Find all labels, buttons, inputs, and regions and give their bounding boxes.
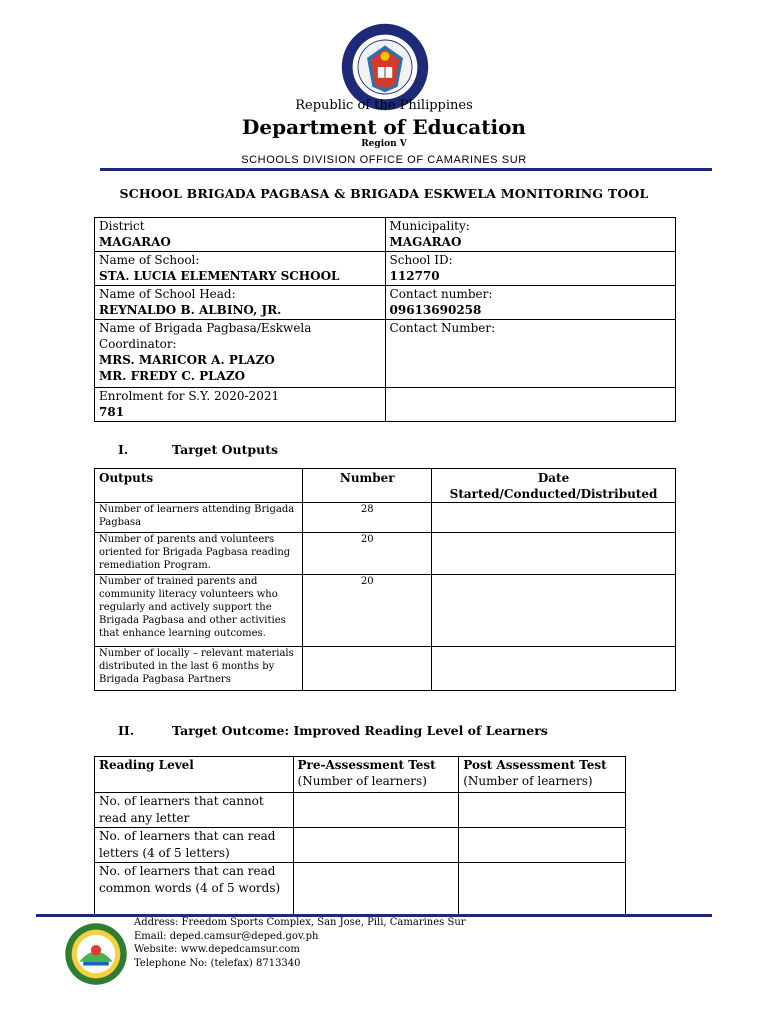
reading-level-header-label: Reading Level	[99, 758, 194, 772]
reading-row-3-pre	[293, 863, 459, 915]
reading-level-table	[94, 756, 626, 915]
school-name-cell	[95, 252, 386, 286]
section-1-number: I.	[118, 442, 129, 457]
pre-assessment-sublabel: (Number of learners)	[297, 774, 427, 788]
contact-cell	[385, 286, 675, 320]
region-text: Region V	[361, 139, 407, 149]
document-title: SCHOOL BRIGADA PAGBASA & BRIGADA ESKWELA MONITORING TOOL	[119, 186, 649, 201]
output-row-4-number	[303, 647, 432, 691]
section-2-title: Target Outcome: Improved Reading Level of Learners	[172, 723, 548, 738]
number-header: Number	[303, 469, 432, 503]
enrolment-label: Enrolment for S.Y. 2020-2021	[99, 389, 280, 403]
reading-row-2-label: No. of learners that can read letters (4 of 5 letters)	[95, 828, 294, 863]
target-outputs-table	[94, 468, 676, 691]
footer-website: Website: www.depedcamsur.com	[134, 944, 300, 955]
division-seal-logo	[64, 922, 128, 986]
output-row-3-number: 20	[303, 575, 432, 647]
post-assessment-header	[459, 757, 626, 793]
coordinator-value-1: MRS. MARICOR A. PLAZO	[99, 353, 275, 367]
pre-assessment-header	[293, 757, 459, 793]
section-1-heading	[118, 442, 278, 457]
coordinator-label: Name of Brigada Pagbasa/Eskwela Coordinator:	[99, 321, 312, 351]
school-head-value: REYNALDO B. ALBINO, JR.	[99, 303, 282, 317]
school-name-label: Name of School:	[99, 253, 200, 267]
output-row-3-label: Number of trained parents and community literacy volunteers who regularly and actively support the Brigada Pagbasa and other activities that enhance learning outcomes.	[95, 575, 303, 647]
footer-telephone: Telephone No: (telefax) 8713340	[134, 957, 301, 969]
pre-assessment-label: Pre-Assessment Test	[297, 758, 436, 772]
output-row-2-number: 20	[303, 533, 432, 575]
section-2-heading	[118, 723, 548, 738]
coordinator-contact-label: Contact Number:	[389, 321, 496, 335]
school-id-label: School ID:	[389, 253, 453, 267]
reading-row-2-pre	[293, 828, 459, 863]
district-label: District	[99, 219, 145, 233]
school-head-cell	[95, 286, 386, 320]
municipality-cell	[385, 218, 675, 252]
reading-row-1-pre	[293, 793, 459, 828]
school-name-value: STA. LUCIA ELEMENTARY SCHOOL	[99, 269, 340, 283]
coordinator-contact-cell	[385, 320, 675, 388]
post-assessment-sublabel: (Number of learners)	[463, 774, 593, 788]
output-row-3-date	[432, 575, 676, 647]
municipality-value: MAGARAO	[389, 235, 462, 249]
output-row-2-label: Number of parents and volunteers oriented for Brigada Pagbasa reading remediation Program.	[95, 533, 303, 575]
reading-row-2-post	[459, 828, 626, 863]
outputs-header: Outputs	[95, 469, 303, 503]
date-header	[432, 469, 676, 503]
section-1-title: Target Outputs	[172, 442, 278, 457]
footer-contact	[134, 916, 466, 970]
republic-text: Republic of the Philippines	[295, 98, 473, 113]
output-row-1-label: Number of learners attending Brigada Pagbasa	[95, 503, 303, 533]
department-title: Department of Education	[242, 115, 526, 139]
coordinator-cell	[95, 320, 386, 388]
reading-row-1-label: No. of learners that cannot read any letter	[95, 793, 294, 828]
reading-row-1-post	[459, 793, 626, 828]
output-row-4-label: Number of locally – relevant materials distributed in the last 6 months by Brigada Pagbasa Partners	[95, 647, 303, 691]
school-id-cell	[385, 252, 675, 286]
header-divider	[100, 168, 712, 171]
reading-row-3-label: No. of learners that can read common words (4 of 5 words)	[95, 863, 294, 915]
output-row-2-date	[432, 533, 676, 575]
footer-email: Email: deped.camsur@deped.gov.ph	[134, 930, 319, 942]
enrolment-value: 781	[99, 405, 125, 419]
section-2-number: II.	[118, 723, 135, 738]
reading-row-3-post	[459, 863, 626, 915]
output-row-4-date	[432, 647, 676, 691]
footer-address: Address: Freedom Sports Complex, San Jose, Pili, Camarines Sur	[134, 917, 466, 928]
enrolment-empty-cell	[385, 388, 675, 422]
enrolment-cell	[95, 388, 386, 422]
date-header-line-1: Date	[537, 471, 570, 485]
contact-value: 09613690258	[389, 303, 482, 317]
division-text: SCHOOLS DIVISION OFFICE OF CAMARINES SUR	[241, 154, 527, 166]
date-header-line-2: Started/Conducted/Distributed	[449, 487, 658, 501]
contact-label: Contact number:	[389, 287, 493, 301]
district-cell	[95, 218, 386, 252]
district-value: MAGARAO	[99, 235, 171, 249]
municipality-label: Municipality:	[389, 219, 470, 233]
school-id-value: 112770	[389, 269, 440, 283]
output-row-1-date	[432, 503, 676, 533]
school-head-label: Name of School Head:	[99, 287, 236, 301]
post-assessment-label: Post Assessment Test	[463, 758, 607, 772]
reading-level-header	[95, 757, 294, 793]
coordinator-value-2: MR. FREDY C. PLAZO	[99, 369, 246, 383]
output-row-1-number: 28	[303, 503, 432, 533]
school-info-table	[94, 217, 676, 422]
